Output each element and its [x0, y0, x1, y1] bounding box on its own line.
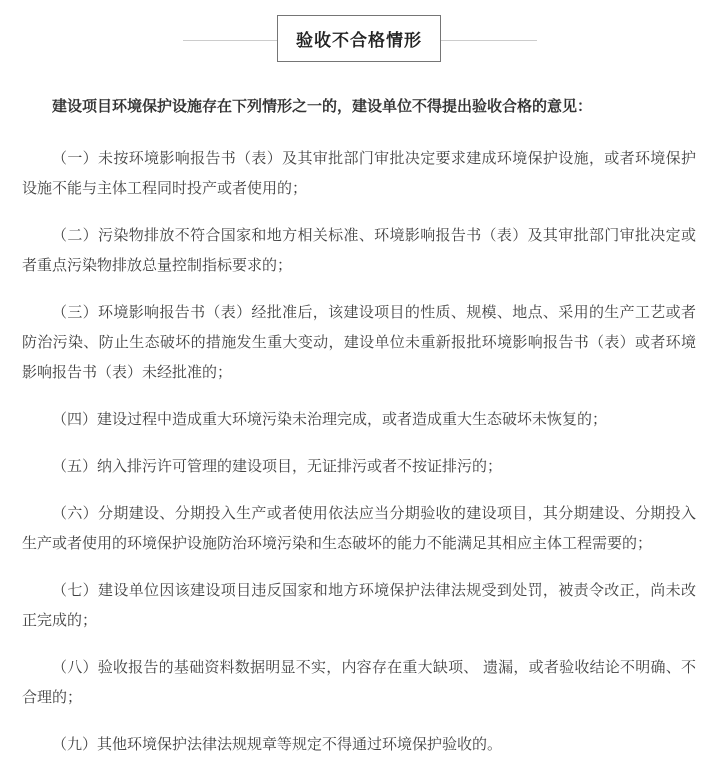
list-item-2: （二）污染物排放不符合国家和地方相关标准、环境影响报告书（表）及其审批部门审批决定或者重点污染物排放总量控制指标要求的； — [22, 227, 696, 274]
document-body — [0, 92, 718, 760]
list-item-4: （四）建设过程中造成重大环境污染未治理完成，或者造成重大生态破坏未恢复的； — [52, 411, 608, 428]
intro-paragraph: 建设项目环境保护设施存在下列情形之一的，建设单位不得提出验收合格的意见： — [52, 98, 593, 115]
list-item-6: （六）分期建设、分期投入生产或者使用依法应当分期验收的建设项目，其分期建设、分期投入生产或者使用的环境保护设施防治环境污染和生态破坏的能力不能满足其相应主体工程需要的； — [22, 505, 696, 552]
list-item-8: （八）验收报告的基础资料数据明显不实，内容存在重大缺项、 遗漏，或者验收结论不明确、不合理的； — [22, 659, 696, 706]
list-item-9: （九）其他环境保护法律法规规章等规定不得通过环境保护验收的。 — [52, 736, 503, 753]
list-item-5: （五）纳入排污许可管理的建设项目，无证排污或者不按证排污的； — [52, 458, 503, 475]
title-section — [0, 15, 718, 59]
list-item-3: （三）环境影响报告书（表）经批准后，该建设项目的性质、规模、地点、采用的生产工艺或者防治污染、防止生态破坏的措施发生重大变动，建设单位未重新报批环境影响报告书（表）或者环境影响报告书（表）未经批准的； — [22, 304, 696, 381]
list-item-1: （一）未按环境影响报告书（表）及其审批部门审批决定要求建成环境保护设施，或者环境保护设施不能与主体工程同时投产或者使用的； — [22, 150, 696, 197]
page-title: 验收不合格情形 — [277, 15, 441, 62]
list-item-7: （七）建设单位因该建设项目违反国家和地方环境保护法律法规受到处罚，被责令改正，尚未改正完成的； — [22, 582, 696, 629]
